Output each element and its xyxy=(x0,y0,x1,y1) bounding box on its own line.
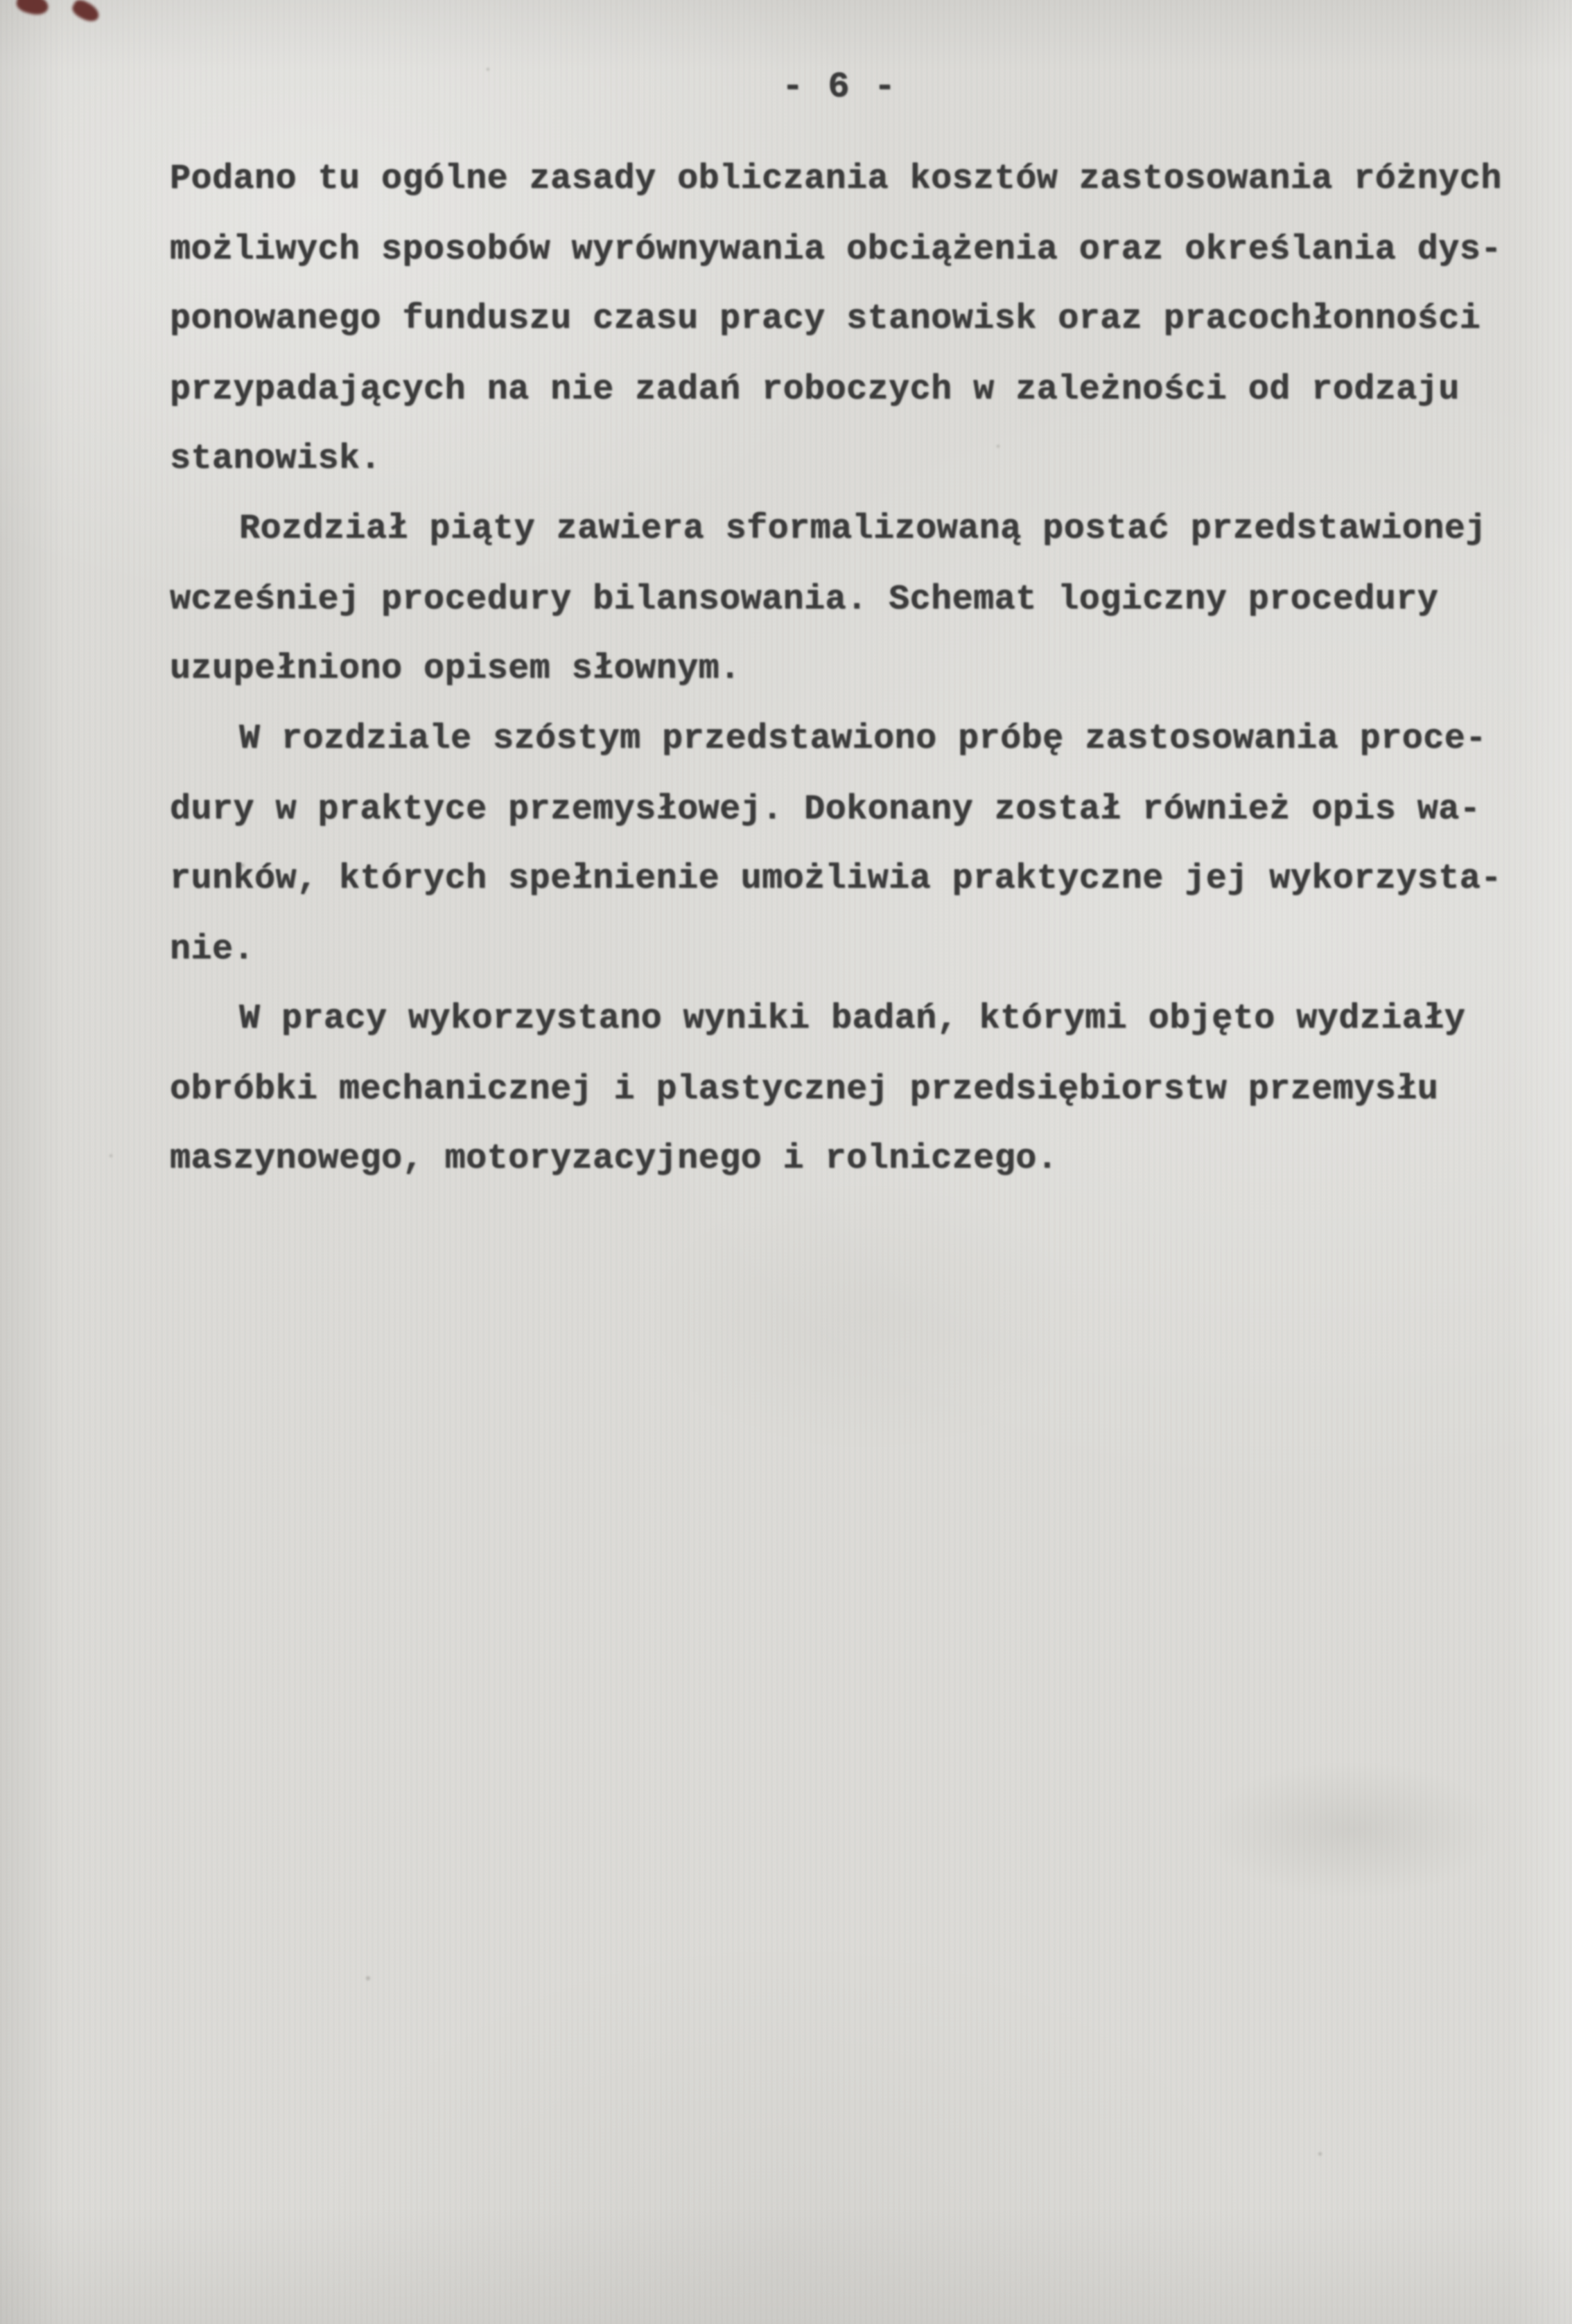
paper-speck xyxy=(110,1154,112,1157)
text-line: W pracy wykorzystano wyniki badań, którymi objęto wydziały xyxy=(239,999,1466,1039)
body-text xyxy=(170,144,1528,1194)
text-line: Podano tu ogólne zasady obliczania kosztów zastosowania różnych xyxy=(170,159,1502,199)
text-line: wcześniej procedury bilansowania. Schemat logiczny procedury xyxy=(170,580,1439,619)
text-line: nie. xyxy=(170,930,255,969)
page-number: - 6 - xyxy=(782,67,898,107)
red-edge-mark xyxy=(70,0,103,25)
red-edge-mark xyxy=(15,0,50,17)
text-line: dury w praktyce przemysłowej. Dokonany został również opis wa- xyxy=(170,790,1481,829)
paragraph xyxy=(170,144,1528,494)
text-line: przypadających na nie zadań roboczych w zależności od rodzaju xyxy=(170,370,1460,410)
paragraph xyxy=(170,984,1528,1194)
text-line: ponowanego funduszu czasu pracy stanowisk oraz pracochłonności xyxy=(170,299,1481,339)
paragraph xyxy=(170,704,1528,984)
text-line: maszynowego, motoryzacyjnego i rolniczego. xyxy=(170,1139,1058,1179)
text-line: możliwych sposobów wyrównywania obciążenia oraz określania dys- xyxy=(170,230,1502,270)
paper-speck xyxy=(366,1976,370,1980)
paragraph xyxy=(170,494,1528,704)
text-line: uzupełniono opisem słownym. xyxy=(170,649,741,689)
text-line: runków, których spełnienie umożliwia praktyczne jej wykorzysta- xyxy=(170,859,1502,899)
paper-speck xyxy=(1318,2152,1322,2156)
text-line: Rozdział piąty zawiera sformalizowaną postać przedstawionej xyxy=(239,509,1487,549)
text-line: obróbki mechanicznej i plastycznej przedsiębiorstw przemysłu xyxy=(170,1070,1439,1109)
text-line: W rozdziale szóstym przedstawiono próbę zastosowania proce- xyxy=(239,719,1487,759)
text-line: stanowisk. xyxy=(170,439,382,479)
paper-speck xyxy=(487,68,489,71)
